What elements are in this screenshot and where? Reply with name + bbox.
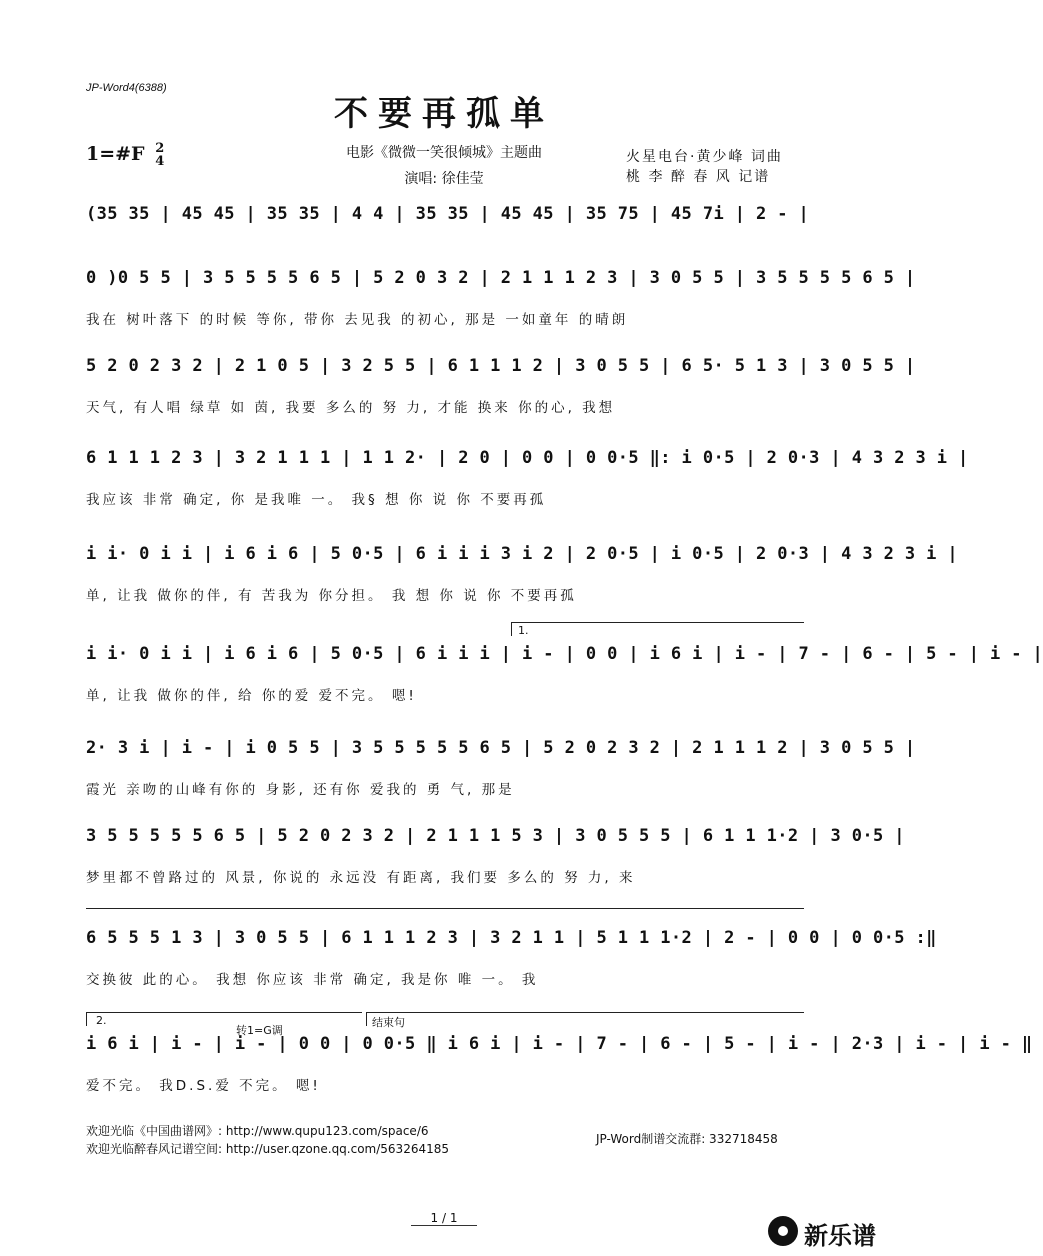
notation: 3 5 5 5 5 5 6 5 | 5 2 0 2 3 2 | 2 1 1 1 5 3 | 3 0 5 5 5 | 6 1 1 1·2 | 3 0·5 | bbox=[86, 826, 905, 846]
first-ending-label: 1. bbox=[518, 624, 529, 637]
staff-line-9 bbox=[86, 928, 937, 1002]
software-signature: JP-Word4(6388) bbox=[86, 82, 167, 94]
vinyl-disc-icon bbox=[768, 1216, 798, 1246]
lyrics: 梦里都不曾路过的 风景, 你说的 永远没 有距离, 我们要 多么的 努 力, 来 bbox=[86, 870, 636, 886]
lyrics: 我应该 非常 确定, 你 是我唯 一。 我§ 想 你 说 你 不要再孤 bbox=[86, 492, 547, 508]
subtitle: 电影《微微一笑很倾城》主题曲 bbox=[346, 145, 542, 161]
notation: i i· 0 i i | i 6 i 6 | 5 0·5 | 6 i i i | i - | 0 0 | i 6 i | i - | 7 - | 6 - | 5 - | i - | bbox=[86, 644, 1043, 664]
time-numerator: 2 bbox=[155, 141, 165, 156]
footer-group: JP-Word制谱交流群: 332718458 bbox=[596, 1132, 778, 1146]
staff-line-8 bbox=[86, 826, 905, 900]
credit-transcriber: 桃 李 醉 春 风 记谱 bbox=[626, 169, 771, 185]
page-number-text: 1 / 1 bbox=[411, 1211, 478, 1226]
coda-bracket bbox=[366, 1012, 804, 1013]
second-ending-bracket bbox=[86, 1012, 362, 1013]
key-prefix: 1= bbox=[86, 143, 116, 165]
notation: i i· 0 i i | i 6 i 6 | 5 0·5 | 6 i i i 3 i 2 | 2 0·5 | i 0·5 | 2 0·3 | 4 3 2 3 i | bbox=[86, 544, 959, 564]
staff-line-5 bbox=[86, 544, 959, 618]
staff-line-2 bbox=[86, 268, 916, 342]
lyrics: 霞光 亲吻的山峰有你的 身影, 还有你 爱我的 勇 气, 那是 bbox=[86, 782, 515, 798]
staff-line-3 bbox=[86, 356, 916, 430]
brand-logo bbox=[768, 1214, 880, 1250]
notation: 6 5 5 5 1 3 | 3 0 5 5 | 6 1 1 1 2 3 | 3 2 1 1 | 5 1 1 1·2 | 2 - | 0 0 | 0 0·5 :‖ bbox=[86, 928, 937, 948]
notation: 2· 3 i | i - | i 0 5 5 | 3 5 5 5 5 5 6 5 | 5 2 0 2 3 2 | 2 1 1 1 2 | 3 0 5 5 | bbox=[86, 738, 916, 758]
footer-site-link-2[interactable]: 欢迎光临醉春风记谱空间: http://user.qzone.qq.com/563264185 bbox=[86, 1142, 450, 1156]
modulation-label: 转1=G调 bbox=[236, 1024, 283, 1037]
coda-label: 结束句 bbox=[372, 1016, 405, 1029]
notation: 0 )0 5 5 | 3 5 5 5 5 6 5 | 5 2 0 3 2 | 2 1 1 1 2 3 | 3 0 5 5 | 3 5 5 5 5 6 5 | bbox=[86, 268, 916, 288]
notation: 6 1 1 1 2 3 | 3 2 1 1 1 | 1 1 2· | 2 0 | 0 0 | 0 0·5 ‖: i 0·5 | 2 0·3 | 4 3 2 3 i | bbox=[86, 448, 969, 468]
coda-tick bbox=[366, 1012, 367, 1026]
staff-line-6 bbox=[86, 624, 1043, 718]
lyrics: 单, 让我 做你的伴, 有 苦我为 你分担。 我 想 你 说 你 不要再孤 bbox=[86, 588, 577, 604]
footer-site-link-1[interactable]: 欢迎光临《中国曲谱网》: http://www.qupu123.com/space/6 bbox=[86, 1124, 429, 1138]
lyrics: 天气, 有人唱 绿草 如 茵, 我要 多么的 努 力, 才能 换来 你的心, 我想 bbox=[86, 400, 616, 416]
staff-line-1 bbox=[86, 204, 810, 278]
second-ending-tick bbox=[86, 1012, 87, 1026]
lyrics: 交换彼 此的心。 我想 你应该 非常 确定, 我是你 唯 一。 我 bbox=[86, 972, 539, 988]
credit-lyricist: 火星电台·黄少峰 词曲 bbox=[626, 149, 783, 165]
page-number bbox=[0, 1211, 888, 1225]
singer: 演唱: 徐佳莹 bbox=[404, 171, 484, 187]
lyrics: 爱不完。 我D.S.爱 不完。 嗯! bbox=[86, 1078, 321, 1094]
first-ending-tick bbox=[511, 622, 512, 636]
second-ending-label: 2. bbox=[96, 1014, 107, 1027]
staff-line-7 bbox=[86, 738, 916, 812]
key-note: #F bbox=[115, 143, 145, 165]
notation: 5 2 0 2 3 2 | 2 1 0 5 | 3 2 5 5 | 6 1 1 1 2 | 3 0 5 5 | 6 5· 5 1 3 | 3 0 5 5 | bbox=[86, 356, 916, 376]
first-ending-bracket bbox=[511, 622, 804, 623]
staff-line-4 bbox=[86, 448, 969, 522]
song-title: 不要再孤单 bbox=[334, 94, 554, 134]
staff-line-10 bbox=[86, 1014, 1033, 1108]
lyrics: 我在 树叶落下 的时候 等你, 带你 去见我 的初心, 那是 一如童年 的晴朗 bbox=[86, 312, 629, 328]
notation: (35 35 | 45 45 | 35 35 | 4 4 | 35 35 | 45 45 | 35 75 | 45 7i | 2 - | bbox=[86, 204, 810, 224]
notation: i 6 i | i - | i - | 0 0 | 0 0·5 ‖ i 6 i | i - | 7 - | 6 - | 5 - | i - | 2·3 | i - | i - ‖ bbox=[86, 1034, 1033, 1054]
time-denominator: 4 bbox=[155, 154, 165, 169]
brand-name: 新乐谱 bbox=[804, 1222, 876, 1250]
lyrics: 单, 让我 做你的伴, 给 你的爱 爱不完。 嗯! bbox=[86, 688, 417, 704]
repeat-bracket bbox=[86, 908, 804, 909]
